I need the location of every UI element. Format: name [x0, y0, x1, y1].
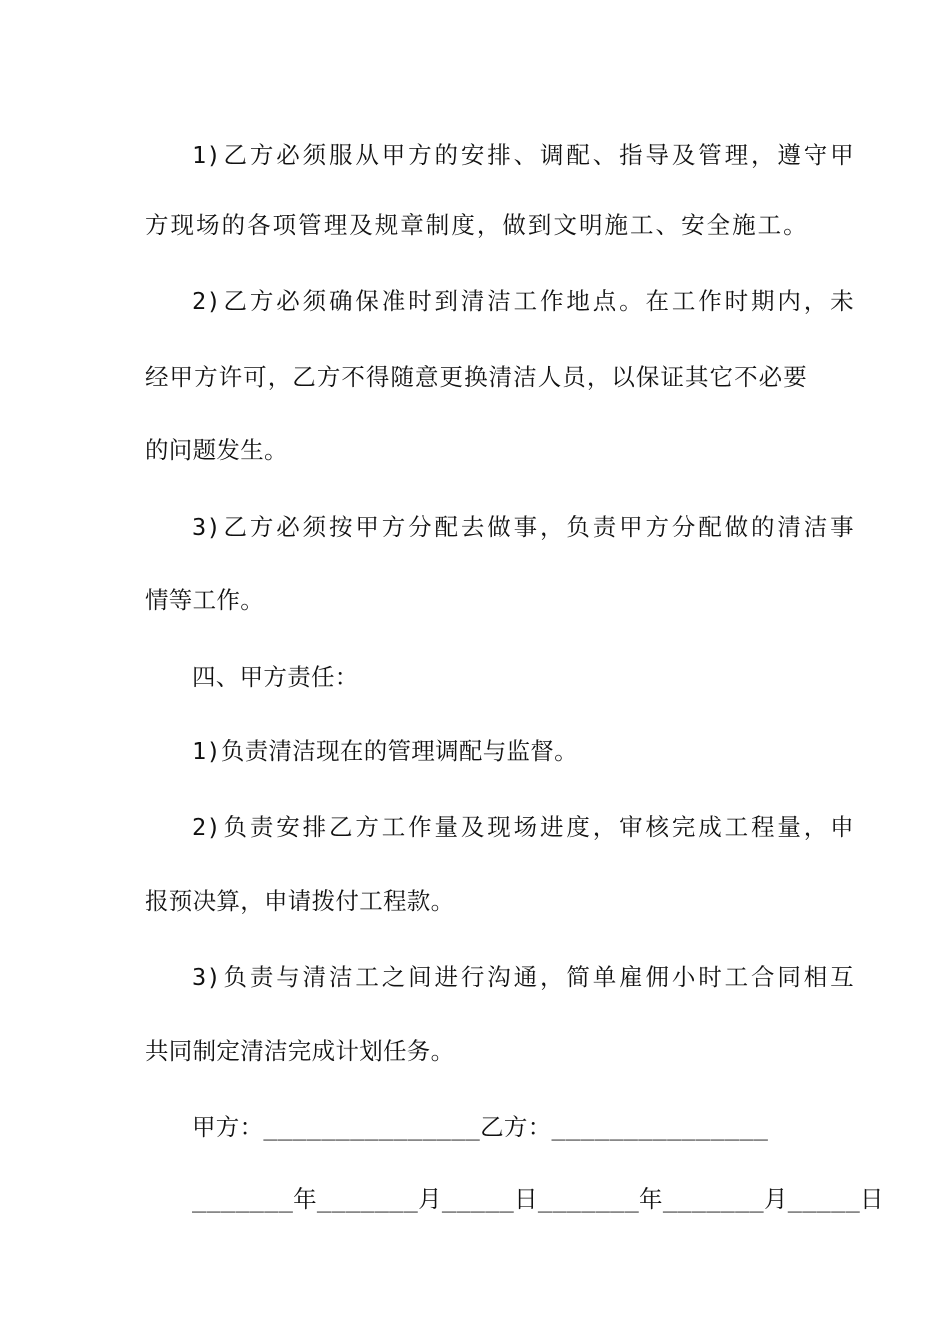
date-line: _______年_______月_____日_______年_______月_____日	[192, 1185, 884, 1213]
paragraph-2-line-3: 的问题发生。	[145, 436, 288, 464]
paragraph-6-line-2: 共同制定清洁完成计划任务。	[145, 1037, 455, 1065]
paragraph-4-line-1: 1)负责清洁现在的管理调配与监督。	[192, 737, 578, 765]
paragraph-2-line-1: 2)乙方必须确保准时到清洁工作地点。在工作时期内，未	[192, 287, 854, 315]
paragraph-1-line-2: 方现场的各项管理及规章制度，做到文明施工、安全施工。	[145, 211, 807, 239]
paragraph-5-line-1: 2)负责安排乙方工作量及现场进度，审核完成工程量，申	[192, 813, 854, 841]
paragraph-2-line-2: 经甲方许可，乙方不得随意更换清洁人员，以保证其它不必要	[145, 363, 807, 391]
paragraph-6-line-1: 3)负责与清洁工之间进行沟通，简单雇佣小时工合同相互	[192, 963, 854, 991]
paragraph-5-line-2: 报预决算，申请拨付工程款。	[145, 887, 455, 915]
signature-line: 甲方：_______________乙方：_______________	[192, 1113, 769, 1141]
section-heading: 四、甲方责任：	[192, 663, 359, 691]
paragraph-1-line-1: 1)乙方必须服从甲方的安排、调配、指导及管理，遵守甲	[192, 141, 854, 169]
paragraph-3-line-1: 3)乙方必须按甲方分配去做事，负责甲方分配做的清洁事	[192, 513, 854, 541]
paragraph-3-line-2: 情等工作。	[145, 586, 264, 614]
